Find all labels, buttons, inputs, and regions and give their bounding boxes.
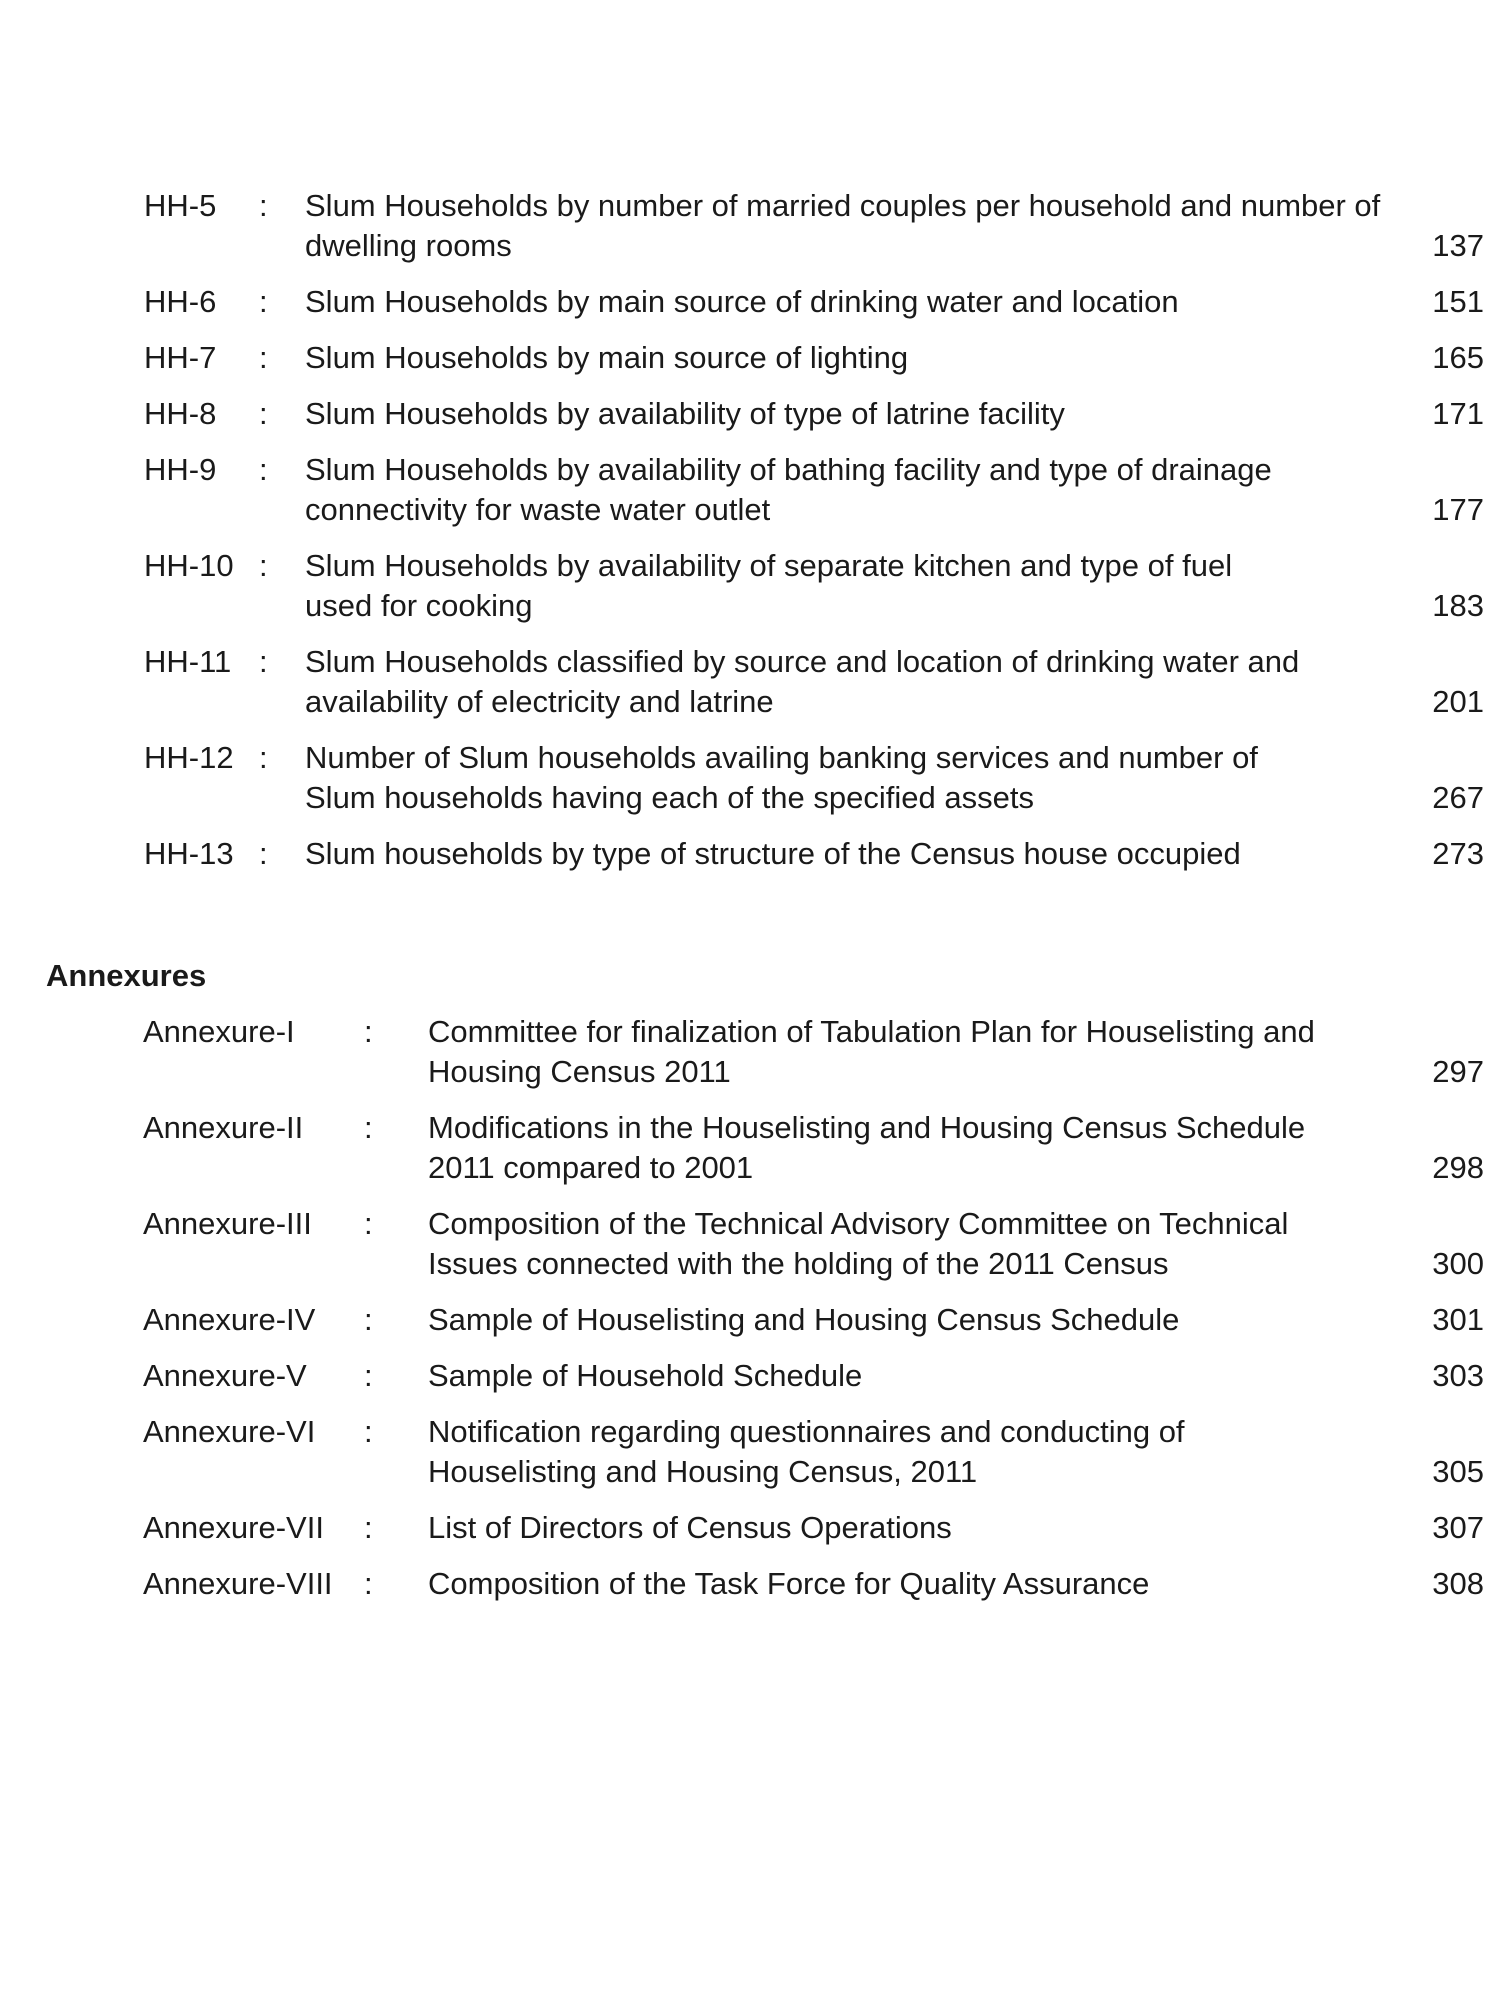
toc-row: [0, 834, 1500, 874]
toc-row: [0, 186, 1500, 266]
entry-separator: :: [364, 1014, 373, 1049]
entry-title-line: Issues connected with the holding of the 2011 Census: [428, 1246, 1169, 1281]
entry-title-line: List of Directors of Census Operations: [428, 1510, 952, 1545]
annexure-row: [0, 1300, 1500, 1340]
entry-title-line: Composition of the Task Force for Quality Assurance: [428, 1566, 1150, 1601]
entry-title: [428, 1356, 1428, 1396]
entry-page-number: 307: [1432, 1510, 1484, 1545]
entry-code: Annexure-I: [143, 1014, 295, 1049]
entry-code: Annexure-V: [143, 1358, 307, 1393]
entry-page-number: 300: [1432, 1246, 1484, 1281]
entry-title: [428, 1108, 1428, 1188]
annexure-row: [0, 1012, 1500, 1092]
entry-title-line: Number of Slum households availing banking services and number of: [305, 740, 1258, 775]
entry-separator: :: [364, 1510, 373, 1545]
toc-row: [0, 546, 1500, 626]
entry-title: [305, 642, 1425, 722]
entry-title-line: Slum Households by number of married couples per household and number of: [305, 188, 1381, 223]
entry-title: [305, 338, 1425, 378]
entry-title: [428, 1204, 1428, 1284]
entry-separator: :: [364, 1206, 373, 1241]
entry-title-line: Slum Households by availability of bathing facility and type of drainage: [305, 452, 1272, 487]
entry-page-number: 137: [1432, 228, 1484, 263]
toc-row: [0, 338, 1500, 378]
entry-code: HH-9: [144, 452, 217, 487]
entry-title-line: availability of electricity and latrine: [305, 684, 774, 719]
entry-code: Annexure-IV: [143, 1302, 316, 1337]
annexure-row: [0, 1508, 1500, 1548]
entry-page-number: 171: [1432, 396, 1484, 431]
entry-separator: :: [364, 1302, 373, 1337]
entry-code: HH-13: [144, 836, 234, 871]
annexure-row: [0, 1204, 1500, 1284]
entry-page-number: 273: [1432, 836, 1484, 871]
toc-row: [0, 642, 1500, 722]
entry-title-line: dwelling rooms: [305, 228, 512, 263]
entry-page-number: 297: [1432, 1054, 1484, 1089]
entry-code: HH-11: [144, 644, 232, 679]
entry-code: Annexure-II: [143, 1110, 304, 1145]
entry-code: Annexure-III: [143, 1206, 312, 1241]
entry-page-number: 267: [1432, 780, 1484, 815]
entry-separator: :: [364, 1566, 373, 1601]
entry-separator: :: [259, 340, 268, 375]
entry-page-number: 301: [1432, 1302, 1484, 1337]
entry-code: HH-6: [144, 284, 217, 319]
entry-separator: :: [259, 644, 268, 679]
entry-title: [305, 546, 1425, 626]
entry-page-number: 183: [1432, 588, 1484, 623]
entry-title-line: Slum households having each of the specified assets: [305, 780, 1034, 815]
entry-title-line: Sample of Houselisting and Housing Census Schedule: [428, 1302, 1180, 1337]
entry-code: HH-5: [144, 188, 217, 223]
entry-title: [305, 450, 1425, 530]
annexures-heading: Annexures: [46, 958, 207, 993]
entry-title: [305, 394, 1425, 434]
annexure-row: [0, 1356, 1500, 1396]
entry-code: HH-7: [144, 340, 217, 375]
entry-separator: :: [364, 1110, 373, 1145]
entry-title: [305, 834, 1425, 874]
entry-separator: :: [259, 452, 268, 487]
entry-page-number: 305: [1432, 1454, 1484, 1489]
entry-separator: :: [259, 740, 268, 775]
entry-separator: :: [364, 1358, 373, 1393]
annexure-row: [0, 1564, 1500, 1604]
entry-separator: :: [259, 284, 268, 319]
entry-code: HH-10: [144, 548, 234, 583]
entry-separator: :: [364, 1414, 373, 1449]
entry-title-line: 2011 compared to 2001: [428, 1150, 754, 1185]
entry-title-line: Slum Households by availability of type of latrine facility: [305, 396, 1065, 431]
toc-row: [0, 282, 1500, 322]
entry-page-number: 151: [1432, 284, 1484, 319]
entry-code: HH-8: [144, 396, 217, 431]
entry-code: Annexure-VII: [143, 1510, 324, 1545]
entry-title-line: Slum Households by main source of drinking water and location: [305, 284, 1179, 319]
entry-title-line: Slum Households by main source of lighting: [305, 340, 909, 375]
entry-title-line: used for cooking: [305, 588, 533, 623]
entry-title-line: Notification regarding questionnaires and conducting of: [428, 1414, 1185, 1449]
annexure-row: [0, 1108, 1500, 1188]
household-tables-list: [0, 186, 1500, 890]
entry-separator: :: [259, 548, 268, 583]
entry-title: [305, 282, 1425, 322]
entry-code: Annexure-VI: [143, 1414, 316, 1449]
entry-separator: :: [259, 836, 268, 871]
toc-row: [0, 450, 1500, 530]
entry-title-line: Slum Households classified by source and location of drinking water and: [305, 644, 1300, 679]
entry-page-number: 298: [1432, 1150, 1484, 1185]
entry-title: [428, 1300, 1428, 1340]
entry-title-line: connectivity for waste water outlet: [305, 492, 771, 527]
entry-title: [305, 738, 1425, 818]
entry-page-number: 303: [1432, 1358, 1484, 1393]
entry-page-number: 201: [1432, 684, 1484, 719]
annexure-row: [0, 1412, 1500, 1492]
entry-title-line: Committee for finalization of Tabulation Plan for Houselisting and: [428, 1014, 1315, 1049]
entry-separator: :: [259, 188, 268, 223]
entry-title-line: Modifications in the Houselisting and Housing Census Schedule: [428, 1110, 1306, 1145]
entry-title-line: Sample of Household Schedule: [428, 1358, 863, 1393]
entry-title: [428, 1564, 1428, 1604]
entry-code: HH-12: [144, 740, 234, 775]
entry-title-line: Composition of the Technical Advisory Committee on Technical: [428, 1206, 1289, 1241]
entry-code: Annexure-VIII: [143, 1566, 333, 1601]
entry-title-line: Houselisting and Housing Census, 2011: [428, 1454, 978, 1489]
entry-title-line: Slum households by type of structure of the Census house occupied: [305, 836, 1241, 871]
entry-title: [428, 1508, 1428, 1548]
entry-title: [428, 1012, 1428, 1092]
entry-separator: :: [259, 396, 268, 431]
entry-title-line: Housing Census 2011: [428, 1054, 731, 1089]
annexures-list: [0, 1012, 1500, 1620]
toc-row: [0, 738, 1500, 818]
entry-title: [305, 186, 1425, 266]
entry-title-line: Slum Households by availability of separate kitchen and type of fuel: [305, 548, 1233, 583]
entry-page-number: 165: [1432, 340, 1484, 375]
entry-page-number: 177: [1432, 492, 1484, 527]
entry-title: [428, 1412, 1428, 1492]
toc-row: [0, 394, 1500, 434]
entry-page-number: 308: [1432, 1566, 1484, 1601]
